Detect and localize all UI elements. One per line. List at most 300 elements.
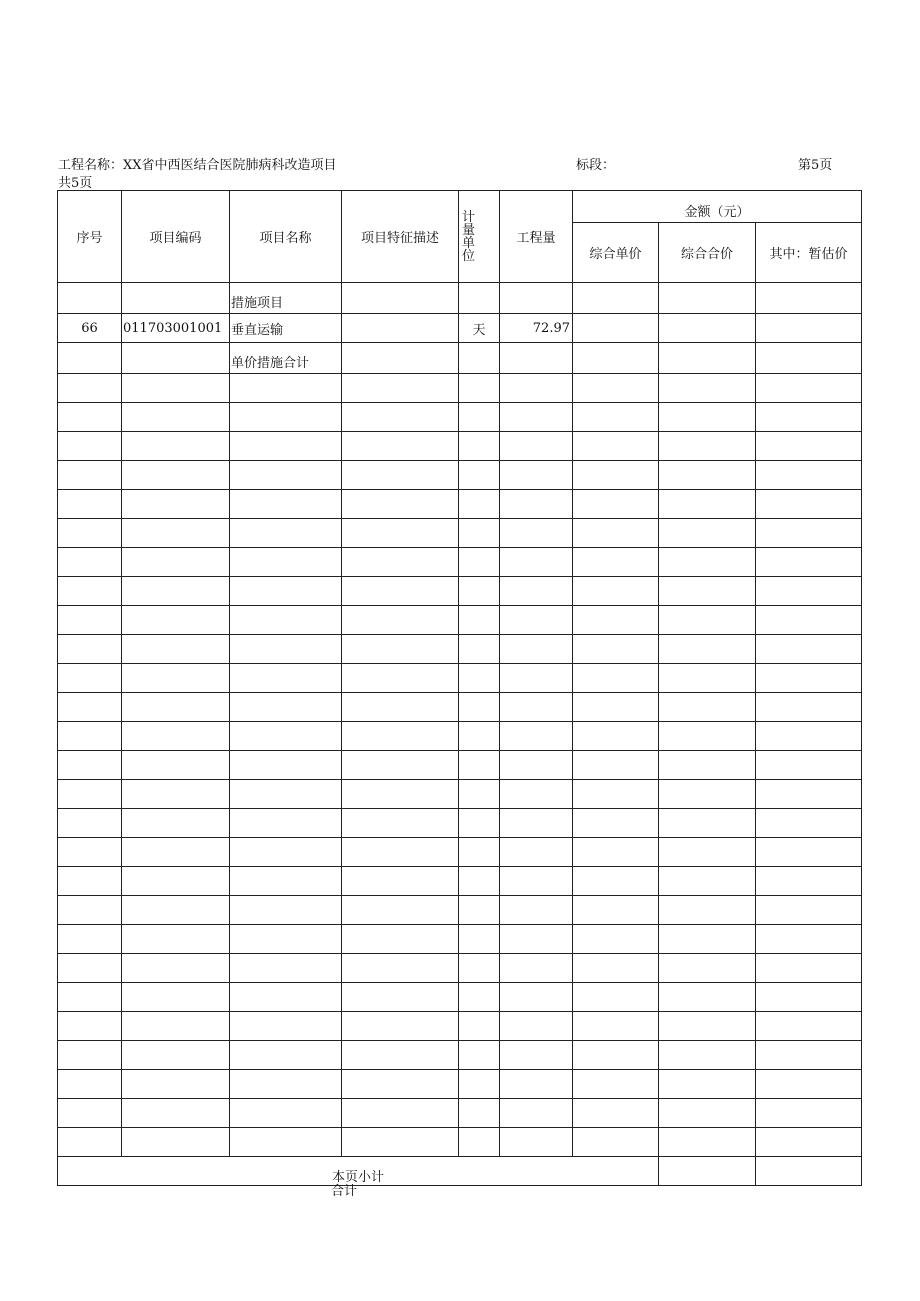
cell-code [122,606,230,635]
cell-seq [58,722,122,751]
cell-total-price [659,1041,756,1070]
cell-total-price [659,1128,756,1157]
cell-unit-price [573,838,659,867]
cell-provisional [756,722,862,751]
cell-seq [58,343,122,374]
table-row [58,314,862,343]
cell-name [230,1099,342,1128]
cell-name [230,1012,342,1041]
empty-row [58,1099,862,1128]
cell-qty [500,896,573,925]
cell-name [230,635,342,664]
empty-row [58,577,862,606]
cell-total-price [659,780,756,809]
cell-total-price [659,1099,756,1128]
cell-unit-price [573,751,659,780]
cell-provisional [756,343,862,374]
cell-total-price [659,867,756,896]
cell-name [230,983,342,1012]
cell-code [122,896,230,925]
cell-qty [500,635,573,664]
cell-code [122,1070,230,1099]
cell-seq [58,374,122,403]
empty-row [58,954,862,983]
empty-row [58,403,862,432]
cell-unit [459,1128,500,1157]
cell-unit-price [573,1041,659,1070]
cell-provisional [756,838,862,867]
cell-unit [459,343,500,374]
cell-provisional [756,809,862,838]
cell-provisional [756,403,862,432]
cell-desc [342,606,459,635]
cell-unit-price [573,664,659,693]
cell-desc [342,461,459,490]
cell-unit [459,867,500,896]
cell-qty [500,1012,573,1041]
cell-name [230,780,342,809]
cell-unit-price [573,722,659,751]
empty-row [58,809,862,838]
cell-seq [58,838,122,867]
empty-row [58,1041,862,1070]
cell-unit-price [573,461,659,490]
cell-code [122,838,230,867]
cell-unit-price [573,283,659,314]
cell-unit-price [573,374,659,403]
project-name: 工程名称：XX省中西医结合医院肺病科改造项目 [58,158,337,173]
cell-name [230,1070,342,1099]
cell-total-price [659,283,756,314]
cell-total-price [659,954,756,983]
cell-desc [342,1099,459,1128]
cell-qty [500,954,573,983]
cell-name [230,1041,342,1070]
cell-qty [500,1099,573,1128]
cell-provisional [756,925,862,954]
cell-qty [500,519,573,548]
subtotal-row [58,1157,862,1186]
cell-code [122,1012,230,1041]
cell-qty [500,283,573,314]
cell-qty [500,838,573,867]
cell-seq [58,983,122,1012]
empty-row [58,548,862,577]
col-unit-price-header: 综合单价 [573,223,659,283]
empty-row [58,693,862,722]
cell-provisional [756,1012,862,1041]
cell-total-price [659,403,756,432]
empty-row [58,1128,862,1157]
cell-unit-price [573,896,659,925]
cell-name [230,954,342,983]
cell-provisional [756,664,862,693]
cell-code [122,1041,230,1070]
cell-provisional [756,1070,862,1099]
cell-desc [342,1041,459,1070]
cell-seq [58,432,122,461]
cell-unit-price [573,490,659,519]
cell-total-price [659,925,756,954]
cell-qty [500,925,573,954]
cell-seq [58,954,122,983]
cell-unit-price [573,867,659,896]
cell-unit [459,896,500,925]
cell-unit [459,925,500,954]
unit-char: 计 [462,209,476,225]
cell-desc [342,751,459,780]
cell-unit [459,1041,500,1070]
empty-row [58,664,862,693]
cell-name [230,722,342,751]
cell-unit-price [573,343,659,374]
col-total-price-header: 综合合价 [659,223,756,283]
empty-row [58,490,862,519]
cell-unit [459,1099,500,1128]
cell-unit [459,722,500,751]
cell-name [230,867,342,896]
cell-desc [342,343,459,374]
cell-unit-price [573,954,659,983]
cell-qty [500,490,573,519]
cell-unit: 天 [459,314,500,343]
cell-unit-price [573,983,659,1012]
cell-desc [342,954,459,983]
cell-total-price [659,432,756,461]
cell-unit-price [573,1012,659,1041]
cell-code [122,983,230,1012]
cell-code [122,343,230,374]
table-row [58,283,862,314]
cell-total-price [659,838,756,867]
page-number: 第5页 [798,158,833,173]
unit-char: 位 [462,248,476,264]
cell-code [122,925,230,954]
cell-unit-price [573,1070,659,1099]
cell-total-price [659,693,756,722]
cell-unit-price [573,314,659,343]
cell-seq: 66 [58,314,122,343]
cell-seq [58,403,122,432]
cell-code [122,1128,230,1157]
cell-provisional [756,548,862,577]
empty-row [58,461,862,490]
cell-name [230,664,342,693]
unit-char: 单 [462,235,476,251]
cell-seq [58,809,122,838]
cell-name [230,896,342,925]
cell-name [230,838,342,867]
cell-desc [342,432,459,461]
cell-total-price [659,635,756,664]
cell-desc [342,519,459,548]
cell-name [230,403,342,432]
cell-unit-price [573,577,659,606]
cell-unit-price [573,809,659,838]
cell-code [122,664,230,693]
cell-desc [342,283,459,314]
bill-of-quantities-table [57,190,862,1186]
cell-name: 垂直运输 [230,314,342,343]
cell-seq [58,1012,122,1041]
cell-unit [459,461,500,490]
cell-seq [58,461,122,490]
cell-name [230,1128,342,1157]
cell-code [122,954,230,983]
cell-qty [500,606,573,635]
cell-unit [459,751,500,780]
cell-total-price [659,548,756,577]
cell-desc [342,548,459,577]
cell-total-price [659,606,756,635]
cell-qty [500,1128,573,1157]
cell-provisional [756,519,862,548]
cell-name [230,606,342,635]
cell-provisional [756,983,862,1012]
cell-provisional [756,635,862,664]
cell-unit-price [573,1099,659,1128]
cell-name [230,751,342,780]
table-row [58,343,862,374]
cell-seq [58,751,122,780]
empty-row [58,751,862,780]
cell-desc [342,838,459,867]
cell-unit-price [573,635,659,664]
empty-row [58,780,862,809]
cell-unit-price [573,925,659,954]
col-name-header: 项目名称 [230,191,342,283]
cell-code [122,751,230,780]
cell-desc [342,577,459,606]
empty-row [58,722,862,751]
cell-code [122,548,230,577]
cell-desc [342,867,459,896]
cell-code [122,780,230,809]
cell-total-price [659,577,756,606]
cell-desc [342,314,459,343]
cell-provisional [756,374,862,403]
cell-qty [500,983,573,1012]
cell-qty [500,809,573,838]
cell-total-price [659,343,756,374]
cell-total-price [659,490,756,519]
cell-name [230,490,342,519]
cell-total-price [659,461,756,490]
cell-qty [500,374,573,403]
cell-total-price [659,751,756,780]
cell-desc [342,983,459,1012]
cell-unit-price [573,693,659,722]
cell-unit-price [573,432,659,461]
cell-name: 措施项目 [230,283,342,314]
empty-row [58,606,862,635]
cell-unit [459,548,500,577]
empty-row [58,519,862,548]
cell-unit [459,432,500,461]
cell-provisional [756,314,862,343]
empty-row [58,1070,862,1099]
cell-seq [58,925,122,954]
cell-qty [500,722,573,751]
subtotal-label: 本页小计 [58,1157,659,1186]
cell-desc [342,809,459,838]
cell-seq [58,283,122,314]
empty-row [58,838,862,867]
cell-code [122,722,230,751]
cell-desc [342,693,459,722]
empty-row [58,867,862,896]
cell-unit [459,403,500,432]
cell-seq [58,1099,122,1128]
cell-seq [58,519,122,548]
cell-unit-price [573,1128,659,1157]
cell-seq [58,780,122,809]
cell-qty [500,403,573,432]
cell-qty [500,1070,573,1099]
cell-qty [500,1041,573,1070]
cell-code [122,577,230,606]
empty-row [58,374,862,403]
amount-group-header: 金额（元） [573,191,862,223]
cell-name [230,693,342,722]
cell-desc [342,490,459,519]
cell-desc [342,896,459,925]
cell-desc [342,1012,459,1041]
cell-unit [459,606,500,635]
cell-unit [459,838,500,867]
cell-unit-price [573,606,659,635]
cell-provisional [756,1099,862,1128]
cell-total-price [659,809,756,838]
cell-code [122,519,230,548]
cell-provisional [756,867,862,896]
cell-qty [500,461,573,490]
cell-provisional [756,432,862,461]
cell-code [122,867,230,896]
cell-code [122,283,230,314]
cell-unit [459,1070,500,1099]
cell-desc [342,1070,459,1099]
cell-seq [58,635,122,664]
cell-qty [500,343,573,374]
cell-unit [459,954,500,983]
cell-seq [58,606,122,635]
cell-unit [459,983,500,1012]
cell-seq [58,490,122,519]
cell-unit [459,283,500,314]
cell-code [122,693,230,722]
cell-unit-price [573,403,659,432]
cell-unit [459,577,500,606]
cell-qty [500,780,573,809]
cell-desc [342,664,459,693]
col-provisional-header: 其中：暂估价 [756,223,862,283]
cell-provisional [756,461,862,490]
cell-unit [459,490,500,519]
cell-code [122,374,230,403]
cell-unit [459,809,500,838]
cell-provisional [756,1128,862,1157]
cell-total-price [659,896,756,925]
cell-desc [342,722,459,751]
cell-name [230,519,342,548]
cell-total-price [659,374,756,403]
col-seq-header: 序号 [58,191,122,283]
cell-total-price [659,983,756,1012]
cell-unit [459,519,500,548]
cell-seq [58,867,122,896]
cell-desc [342,1128,459,1157]
cell-seq [58,1128,122,1157]
cell-unit-price [573,548,659,577]
cell-seq [58,664,122,693]
cell-seq [58,548,122,577]
empty-row [58,1012,862,1041]
cell-code [122,490,230,519]
cell-unit-price [573,519,659,548]
cell-code [122,403,230,432]
cell-provisional [756,751,862,780]
cell-seq [58,896,122,925]
section-label: 标段： [576,158,616,173]
cell-total-price [659,664,756,693]
cell-qty [500,664,573,693]
cell-name [230,548,342,577]
empty-row [58,983,862,1012]
cell-name: 单价措施合计 [230,343,342,374]
cell-unit [459,374,500,403]
subtotal-provisional [756,1157,862,1186]
cell-provisional [756,283,862,314]
cell-provisional [756,1041,862,1070]
cell-qty [500,432,573,461]
cell-unit [459,693,500,722]
cell-name [230,809,342,838]
cell-total-price [659,1012,756,1041]
cell-provisional [756,577,862,606]
cell-desc [342,925,459,954]
cell-qty: 72.97 [500,314,573,343]
total-pages: 共5页 [58,176,93,191]
cell-total-price [659,314,756,343]
header-row [58,191,862,223]
cell-seq [58,1041,122,1070]
cell-provisional [756,490,862,519]
cell-name [230,432,342,461]
cell-qty [500,693,573,722]
cell-code [122,809,230,838]
cell-unit-price [573,780,659,809]
cell-provisional [756,780,862,809]
cell-code [122,1099,230,1128]
cell-unit [459,635,500,664]
cell-desc [342,780,459,809]
cell-name [230,925,342,954]
cell-seq [58,577,122,606]
unit-char: 量 [462,222,476,238]
subtotal-total-price [659,1157,756,1186]
cell-total-price [659,722,756,751]
grand-total-label: 合计 [331,1184,358,1199]
cell-provisional [756,896,862,925]
cell-desc [342,374,459,403]
cell-unit [459,780,500,809]
cell-code [122,432,230,461]
empty-row [58,432,862,461]
cell-provisional [756,606,862,635]
cell-code: 011703001001 [122,314,230,343]
cell-provisional [756,954,862,983]
